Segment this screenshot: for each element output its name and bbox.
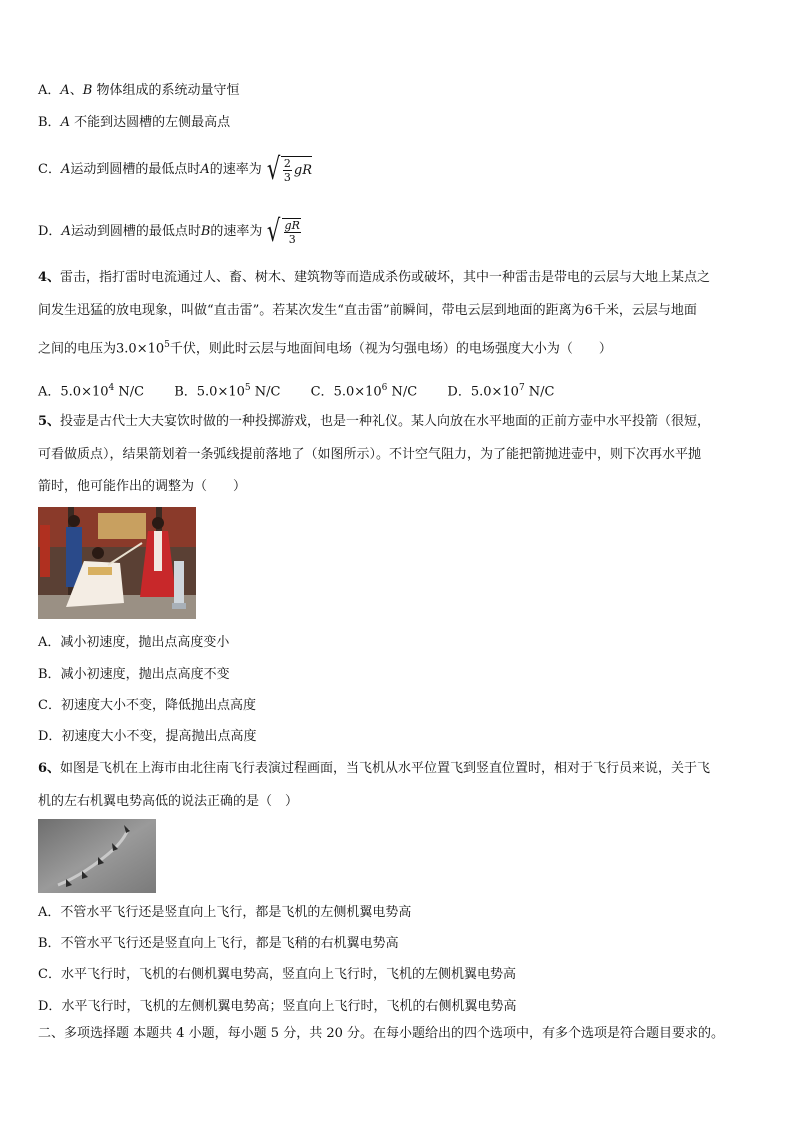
q5-option-d: D．初速度大小不变，提高抛出点高度 [38, 729, 257, 744]
q5-option-b: B．减小初速度，抛出点高度不变 [38, 667, 230, 682]
q5-option-c: C．初速度大小不变，降低抛出点高度 [38, 698, 256, 713]
q4-choice-a: A．$5.0\times 10^4$ N/C [38, 383, 145, 400]
q4-line-1: 4、雷击，指打雷时电流通过人、畜、树木、建筑物等而造成杀伤或破坏，其中一种雷击是带电的云层与大地上某点之 [38, 270, 711, 285]
q6-line-1: 6、如图是飞机在上海市由北往南飞行表演过程画面，当飞机从水平位置飞到竖直位置时，相对于飞行员来说，关于飞 [38, 761, 711, 776]
q6-option-a: A．不管水平飞行还是竖直向上飞行，都是飞机的左侧机翼电势高 [38, 905, 412, 920]
q6-option-d: D．水平飞行时，飞机的左侧机翼电势高；竖直向上飞行时，飞机的右侧机翼电势高 [38, 999, 517, 1014]
q4-choice-c: C．$5.0\times 10^6$ N/C [310, 383, 418, 400]
q4-line-3: 之间的电压为$3.0\times 10^5$千伏，则此时云层与地面间电场（视为匀强电场）的电场强度大小为（ ） [38, 340, 612, 357]
q5-line-3: 箭时，他可能作出的调整为（ ） [38, 479, 247, 494]
q6-line-2: 机的左右机翼电势高低的说法正确的是（ ） [38, 794, 299, 809]
q6-option-b: B．不管水平飞行还是竖直向上飞行，都是飞稍的右机翼电势高 [38, 936, 399, 951]
q4-choice-d: D．$5.0\times 10^7$ N/C [447, 383, 555, 400]
q3-option-c: C． A 运动到圆槽的最低点时 A 的速率为 √ 2 3 gR [38, 152, 313, 187]
sqrt-two-thirds-gR: √ 2 3 gR [266, 152, 313, 187]
q3-option-d: D． A 运动到圆槽的最低点时 B 的速率为 √ gR 3 [38, 214, 300, 249]
q4-choice-b: B．$5.0\times 10^5$ N/C [174, 383, 281, 400]
touhu-photo [38, 507, 196, 619]
q4-line-2: 间发生迅猛的放电现象，叫做“直击雷”。若某次发生“直击雷”前瞬间，带电云层到地面的距离为6千米，云层与地面 [38, 303, 697, 318]
q3-option-a: A．A、B 物体组成的系统动量守恒 [38, 83, 240, 98]
section-2-heading: 二、多项选择题 本题共 4 小题，每小题 5 分，共 20 分。在每小题给出的四个选项中，有多个选项是符合题目要求的。 [38, 1026, 725, 1041]
q4-choices [38, 379, 581, 401]
q5-line-2: 可看做质点），结果箭划着一条弧线提前落地了（如图所示）。不计空气阻力，为了能把箭抛进壶中，则下次再水平抛 [38, 447, 702, 462]
q5-option-a: A．减小初速度，抛出点高度变小 [38, 635, 230, 650]
sqrt-gR-over-3: √ gR 3 [267, 214, 300, 249]
q6-option-c: C．水平飞行时，飞机的右侧机翼电势高，竖直向上飞行时，飞机的左侧机翼电势高 [38, 967, 516, 982]
q3-option-b: B．A 不能到达圆槽的左侧最高点 [38, 115, 231, 130]
q5-line-1: 5、投壶是古代士大夫宴饮时做的一种投掷游戏，也是一种礼仪。某人向放在水平地面的正前方壶中水平投箭（很短， [38, 414, 711, 429]
airshow-photo [38, 819, 156, 893]
